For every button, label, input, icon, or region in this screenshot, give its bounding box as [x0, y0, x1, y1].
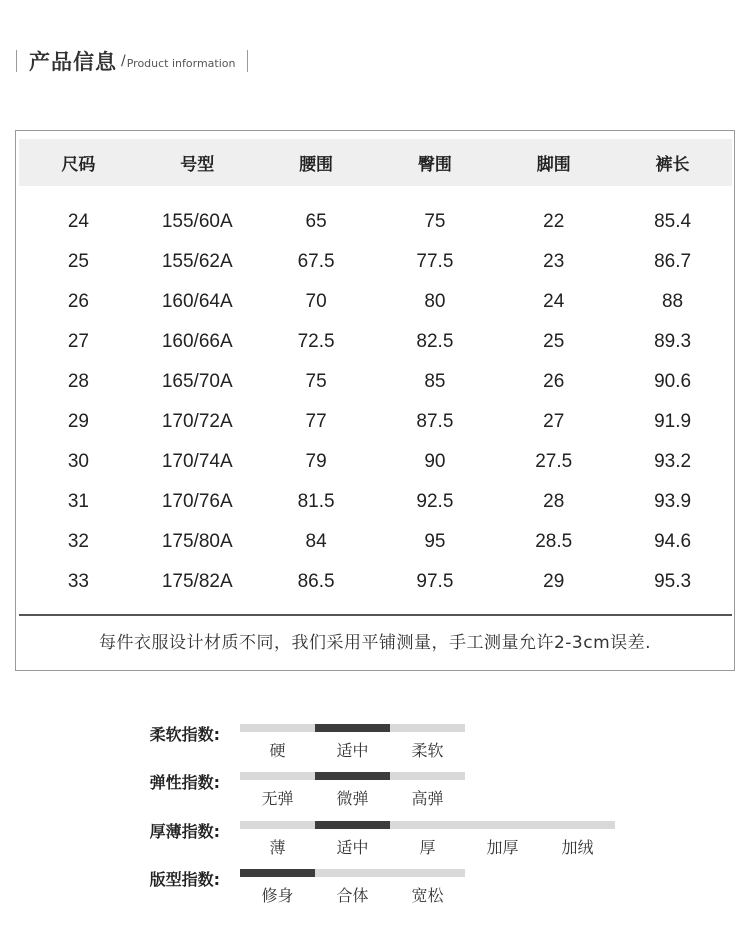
index-scale — [240, 772, 465, 780]
section-title: 产品信息 — [29, 50, 117, 74]
table-cell-hip: 92.5 — [416, 491, 454, 512]
table-cell-length: 86.7 — [654, 251, 692, 272]
index-row-softness — [0, 721, 750, 761]
table-cell-leg-opening: 29 — [543, 571, 565, 592]
index-scale — [240, 821, 615, 829]
index-segment — [390, 724, 465, 732]
index-segment — [315, 869, 390, 877]
index-scale — [240, 869, 465, 877]
table-cell-fit-code: 155/60A — [161, 211, 233, 232]
index-row-fit — [0, 866, 750, 906]
table-divider — [19, 614, 732, 616]
index-label: 厚薄指数: — [149, 822, 220, 841]
table-cell-waist: 84 — [305, 531, 327, 552]
table-cell-waist: 75 — [305, 371, 327, 392]
index-option-label: 微弹 — [336, 789, 369, 808]
index-option-label: 高弹 — [411, 789, 444, 808]
index-label: 弹性指数: — [149, 773, 220, 792]
size-chart — [15, 130, 735, 671]
index-segment-selected — [315, 772, 390, 780]
table-cell-length: 95.3 — [654, 571, 692, 592]
column-header-hip: 臀围 — [417, 155, 452, 175]
index-segment — [240, 821, 315, 829]
index-segment — [390, 869, 465, 877]
table-row — [19, 202, 732, 242]
index-option-label: 薄 — [269, 838, 286, 857]
table-cell-leg-opening: 22 — [543, 211, 565, 232]
index-option-label: 修身 — [261, 886, 294, 905]
index-row-elasticity — [0, 769, 750, 809]
table-cell-size: 27 — [67, 331, 89, 352]
table-cell-fit-code: 155/62A — [161, 251, 233, 272]
table-cell-leg-opening: 26 — [543, 371, 565, 392]
column-header-waist: 腰围 — [299, 155, 334, 175]
table-cell-hip: 97.5 — [416, 571, 454, 592]
header-right-bar — [247, 50, 248, 72]
index-option-label: 柔软 — [411, 741, 444, 760]
table-cell-waist: 70 — [305, 291, 327, 312]
index-option-label: 无弹 — [261, 789, 294, 808]
table-row — [19, 322, 732, 362]
table-cell-waist: 67.5 — [297, 251, 335, 272]
table-cell-waist: 81.5 — [297, 491, 335, 512]
index-segment — [465, 821, 540, 829]
table-cell-length: 88 — [661, 291, 684, 312]
table-row — [19, 442, 732, 482]
index-segment-selected — [315, 821, 390, 829]
measurement-note: 每件衣服设计材质不同，我们采用平铺测量，手工测量允许2-3cm误差. — [98, 633, 652, 653]
table-cell-fit-code: 170/74A — [161, 451, 233, 472]
column-header-fit-code: 号型 — [180, 155, 215, 175]
table-row — [19, 482, 732, 522]
table-cell-waist: 72.5 — [297, 331, 335, 352]
index-option-label: 硬 — [269, 741, 286, 760]
column-header-leg-opening: 脚围 — [536, 155, 571, 175]
table-cell-fit-code: 160/64A — [161, 291, 233, 312]
table-cell-leg-opening: 24 — [543, 291, 565, 312]
table-cell-leg-opening: 27 — [543, 411, 565, 432]
table-cell-fit-code: 170/76A — [161, 491, 233, 512]
table-cell-leg-opening: 25 — [543, 331, 565, 352]
index-label: 版型指数: — [149, 870, 220, 889]
index-option-label: 宽松 — [411, 886, 444, 905]
table-cell-hip: 95 — [424, 531, 446, 552]
table-header-row — [19, 139, 732, 186]
table-cell-size: 24 — [67, 211, 89, 232]
index-segment — [240, 724, 315, 732]
index-option-label: 适中 — [336, 838, 369, 857]
table-cell-length: 85.4 — [654, 211, 692, 232]
table-cell-size: 30 — [67, 451, 89, 472]
table-cell-hip: 85 — [424, 371, 446, 392]
table-cell-size: 29 — [67, 411, 89, 432]
header-left-bar — [16, 50, 17, 72]
table-cell-size: 25 — [67, 251, 89, 272]
table-row — [19, 402, 732, 442]
index-option-label: 适中 — [336, 741, 369, 760]
index-option-label: 合体 — [336, 886, 369, 905]
table-cell-waist: 79 — [305, 451, 327, 472]
table-cell-fit-code: 165/70A — [161, 371, 233, 392]
table-cell-hip: 75 — [424, 211, 446, 232]
table-cell-hip: 90 — [424, 451, 446, 472]
table-cell-size: 28 — [67, 371, 89, 392]
table-cell-size: 33 — [67, 571, 89, 592]
index-label: 柔软指数: — [149, 725, 220, 744]
table-cell-hip: 87.5 — [416, 411, 454, 432]
table-cell-length: 91.9 — [654, 411, 692, 432]
table-cell-size: 32 — [67, 531, 89, 552]
table-row — [19, 522, 732, 562]
table-cell-waist: 65 — [305, 211, 327, 232]
table-cell-hip: 80 — [424, 291, 446, 312]
table-cell-hip: 82.5 — [416, 331, 454, 352]
column-header-length: 裤长 — [655, 155, 690, 175]
index-segment — [390, 772, 465, 780]
table-cell-leg-opening: 23 — [543, 251, 565, 272]
table-row — [19, 282, 732, 322]
table-cell-size: 31 — [67, 491, 89, 512]
section-subtitle: Product information — [126, 56, 236, 70]
table-cell-fit-code: 170/72A — [161, 411, 233, 432]
section-header — [16, 46, 248, 76]
table-row — [19, 362, 732, 402]
index-option-label: 加绒 — [561, 838, 594, 857]
table-body — [19, 186, 732, 602]
index-option-label: 加厚 — [486, 838, 519, 857]
table-cell-leg-opening: 28.5 — [535, 531, 573, 552]
table-cell-waist: 86.5 — [297, 571, 335, 592]
index-segment — [540, 821, 615, 829]
table-cell-length: 89.3 — [654, 331, 692, 352]
table-cell-fit-code: 160/66A — [161, 331, 233, 352]
index-segment-selected — [240, 869, 315, 877]
index-row-thickness — [0, 818, 750, 858]
column-header-size: 尺码 — [61, 155, 96, 175]
index-option-label: 厚 — [419, 838, 436, 857]
index-scale — [240, 724, 465, 732]
table-row — [19, 562, 732, 602]
table-cell-fit-code: 175/80A — [161, 531, 233, 552]
table-cell-length: 93.2 — [654, 451, 692, 472]
index-segment — [240, 772, 315, 780]
table-cell-length: 93.9 — [654, 491, 692, 512]
table-cell-waist: 77 — [305, 411, 327, 432]
table-cell-leg-opening: 27.5 — [535, 451, 573, 472]
table-cell-leg-opening: 28 — [543, 491, 565, 512]
table-cell-size: 26 — [67, 291, 89, 312]
table-cell-length: 90.6 — [654, 371, 692, 392]
size-table — [19, 139, 732, 602]
index-segment — [390, 821, 465, 829]
table-cell-hip: 77.5 — [416, 251, 454, 272]
section-title-slash: / — [121, 53, 126, 69]
table-row — [19, 242, 732, 282]
table-cell-fit-code: 175/82A — [161, 571, 233, 592]
index-segment-selected — [315, 724, 390, 732]
table-cell-length: 94.6 — [654, 531, 692, 552]
